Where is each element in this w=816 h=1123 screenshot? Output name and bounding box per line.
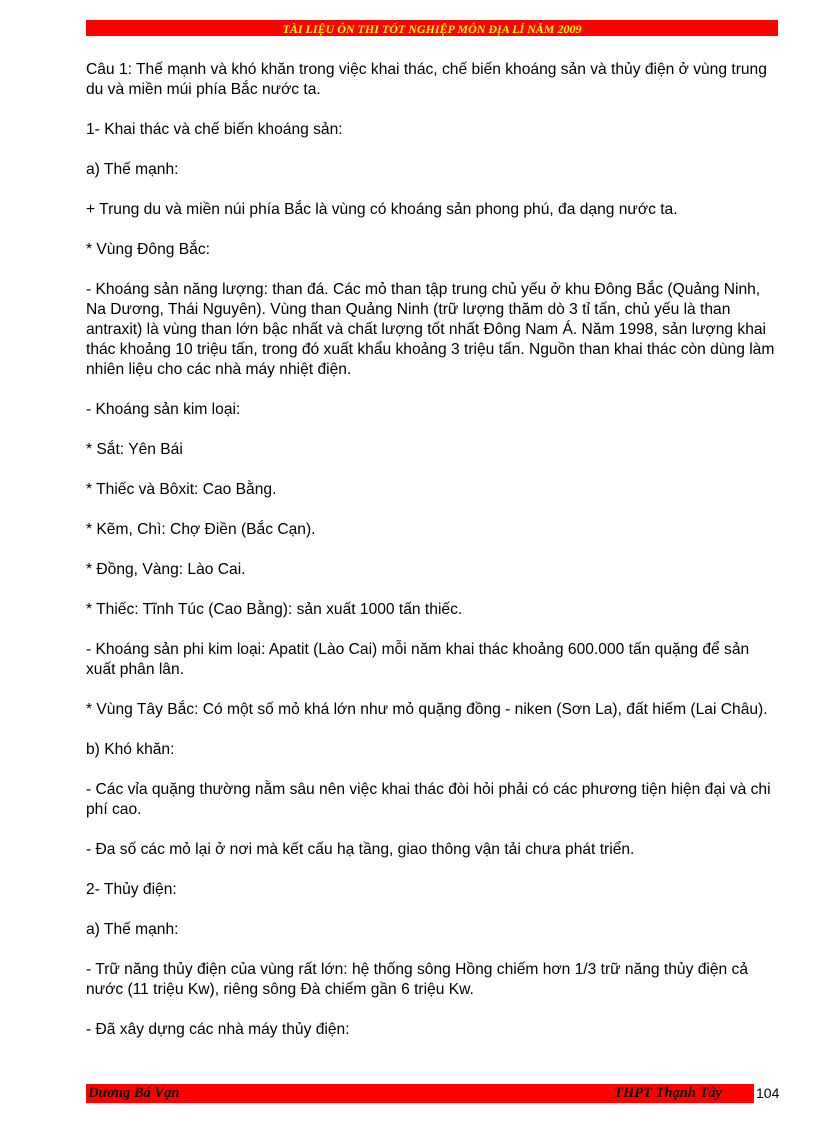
paragraph: - Trữ năng thủy điện của vùng rất lớn: hệ thống sông Hồng chiếm hơn 1/3 trữ năng thủy điện cả nước (11 triệu Kw), riêng sông Đà chiếm gần 6 triệu Kw. [86, 961, 749, 998]
page-header-bar [86, 20, 778, 36]
paragraph: * Kẽm, Chì: Chợ Điền (Bắc Cạn). [86, 521, 316, 538]
paragraph: * Vùng Đông Bắc: [86, 241, 210, 258]
paragraph: * Thiếc và Bôxit: Cao Bằng. [86, 481, 277, 498]
footer-author: Dương Bá Vạn [88, 1085, 180, 1101]
paragraph: b) Khó khăn: [86, 741, 175, 758]
paragraph: - Khoáng sản kim loại: [86, 401, 241, 418]
paragraph: - Các vỉa quặng thường nằm sâu nên việc khai thác đòi hỏi phải có các phương tiện hiện đại và chi phí cao. [86, 781, 771, 818]
page-footer-bar [86, 1084, 754, 1103]
paragraph: - Đã xây dựng các nhà máy thủy điện: [86, 1021, 350, 1038]
paragraph: - Khoáng sản năng lượng: than đá. Các mỏ than tập trung chủ yếu ở khu Đông Bắc (Quảng Ninh, Na Dương, Thái Nguyên). Vùng than Quảng Ninh (trữ lượng thăm dò 3 tỉ tấn, chủ yếu là than antraxit) là vùng than lớn bậc nhất và chất lượng tốt nhất Đông Nam Á. Năm 1998, sản lượng khai thác khoảng 10 triệu tấn, trong đó xuất khẩu khoảng 3 triệu tấn. Nguồn than khai thác còn dùng làm nhiên liệu cho các nhà máy nhiệt điện. [86, 281, 775, 378]
document-body [86, 60, 776, 1060]
paragraph: 2- Thủy điện: [86, 881, 177, 898]
paragraph: 1- Khai thác và chế biến khoáng sản: [86, 121, 343, 138]
paragraph: * Thiếc: Tĩnh Túc (Cao Bằng): sản xuất 1000 tấn thiếc. [86, 601, 463, 618]
paragraph: - Đa số các mỏ lại ở nơi mà kết cấu hạ tầng, giao thông vận tải chưa phát triển. [86, 841, 635, 858]
paragraph: - Khoáng sản phi kim loại: Apatit (Lào Cai) mỗi năm khai thác khoảng 600.000 tấn quặng để sản xuất phân lân. [86, 641, 750, 678]
paragraph: + Trung du và miền núi phía Bắc là vùng có khoáng sản phong phú, đa dạng nước ta. [86, 201, 678, 218]
paragraph: a) Thế mạnh: [86, 161, 179, 178]
footer-school: THPT Thạnh Tây [614, 1085, 722, 1101]
paragraph: * Đồng, Vàng: Lào Cai. [86, 561, 246, 578]
paragraph: a) Thế mạnh: [86, 921, 179, 938]
paragraph: * Vùng Tây Bắc: Có một số mỏ khá lớn như mỏ quặng đồng - niken (Sơn La), đất hiếm (Lai Châu). [86, 701, 768, 718]
paragraph: * Sắt: Yên Bái [86, 441, 183, 458]
paragraph: Câu 1: Thế mạnh và khó khăn trong việc khai thác, chế biến khoáng sản và thủy điện ở vùng trung du và miền múi phía Bắc nước ta. [86, 61, 767, 98]
header-title: TÀI LIỆU ÔN THI TỐT NGHIỆP MÔN ĐỊA LÍ NĂM 2009 [282, 22, 582, 36]
page-number: 104 [756, 1085, 780, 1101]
